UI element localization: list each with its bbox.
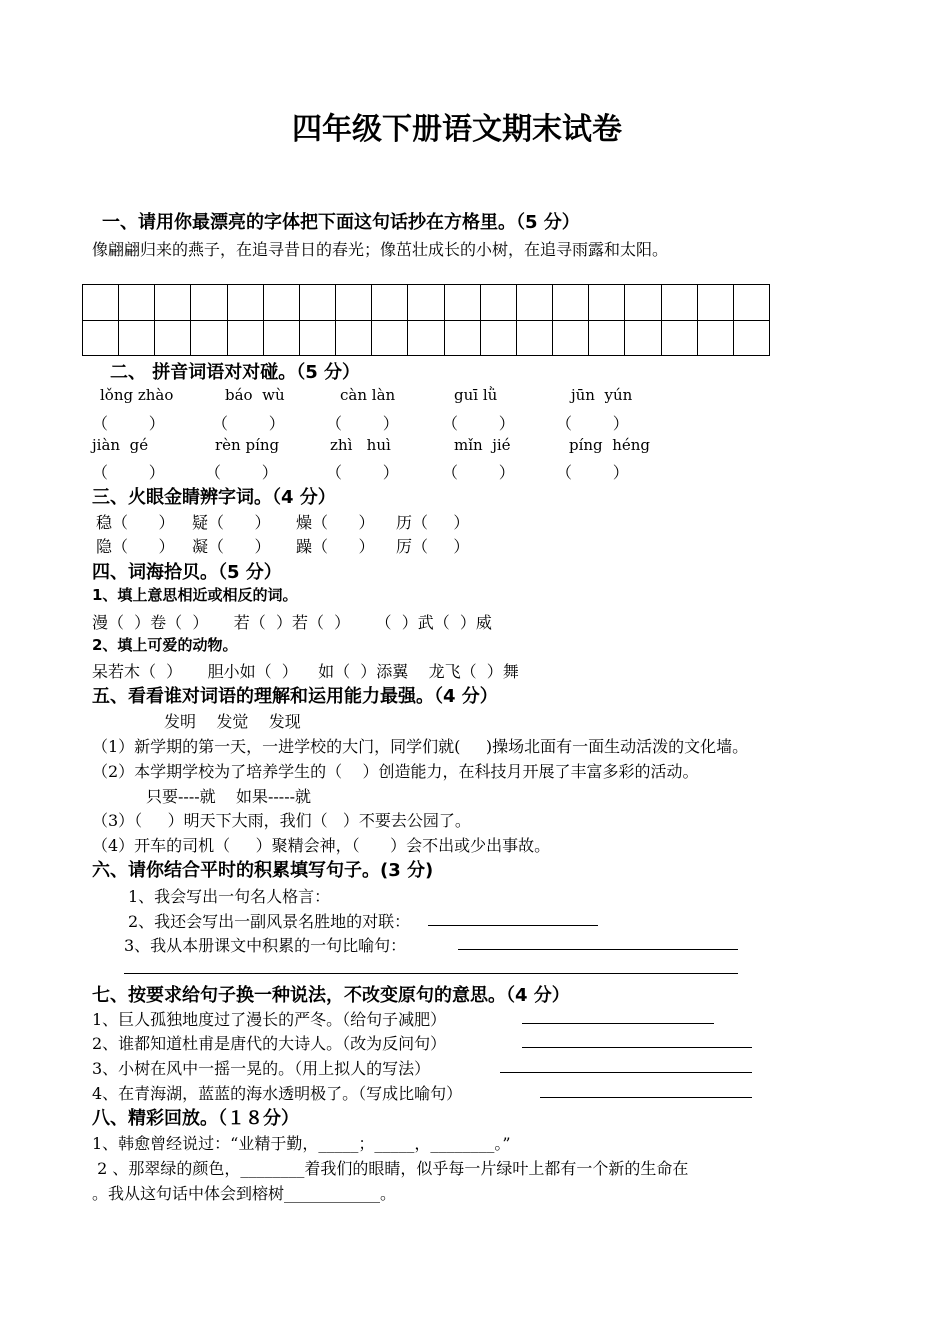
pinyin-word: lǒng zhào — [100, 386, 174, 404]
answer-blank[interactable]: （ ） — [326, 463, 399, 482]
grid-cell[interactable] — [372, 285, 408, 321]
section-5-heading: 五、看看谁对词语的理解和运用能力最强。（4 分） — [92, 686, 498, 707]
section-4-line1[interactable]: 漫（ ）卷（ ） 若（ ）若（ ） （ ）武（ ）威 — [92, 613, 492, 632]
grid-cell[interactable] — [589, 321, 625, 357]
section-4-heading: 四、词海拾贝。（5 分） — [92, 562, 282, 583]
char-item[interactable]: 历（ ） — [396, 513, 470, 532]
question[interactable]: （4）开车的司机（ ）聚精会神，（ ）会不出或少出事故。 — [92, 836, 551, 855]
question: 1、巨人孤独地度过了漫长的严冬。（给句子减肥） — [92, 1010, 447, 1029]
grid-cell[interactable] — [445, 321, 481, 357]
answer-blank[interactable]: （ ） — [556, 414, 629, 433]
question: 3、小树在风中一摇一晃的。（用上拟人的写法） — [92, 1059, 431, 1078]
answer-blank[interactable]: （ ） — [92, 414, 165, 433]
grid-cell[interactable] — [445, 285, 481, 321]
char-item[interactable]: 燥（ ） — [296, 513, 375, 532]
section-6-heading: 六、请你结合平时的积累填写句子。(3 分) — [92, 860, 434, 881]
answer-line[interactable] — [522, 1023, 714, 1024]
grid-cell[interactable] — [264, 285, 300, 321]
word-choices: 发明 发觉 发现 — [164, 712, 301, 731]
grid-cell[interactable] — [698, 285, 734, 321]
answer-blank[interactable]: （ ） — [212, 414, 285, 433]
grid-cell[interactable] — [408, 285, 444, 321]
section-1-sentence: 像翩翩归来的燕子，在追寻昔日的春光；像茁壮成长的小树，在追寻雨露和太阳。 — [92, 240, 669, 259]
grid-cell[interactable] — [155, 321, 191, 357]
grid-cell[interactable] — [155, 285, 191, 321]
grid-cell[interactable] — [336, 321, 372, 357]
answer-line[interactable] — [540, 1097, 752, 1098]
question[interactable]: 。我从这句话中体会到榕树____________。 — [92, 1184, 397, 1203]
pinyin-word: píng héng — [569, 436, 650, 454]
char-item[interactable]: 疑（ ） — [192, 513, 271, 532]
grid-cell[interactable] — [481, 285, 517, 321]
answer-line[interactable] — [458, 949, 738, 950]
answer-line[interactable] — [500, 1072, 752, 1073]
grid-cell[interactable] — [191, 321, 227, 357]
grid-cell[interactable] — [517, 321, 553, 357]
grid-cell[interactable] — [83, 285, 119, 321]
answer-line[interactable] — [124, 973, 738, 974]
char-item[interactable]: 凝（ ） — [192, 537, 271, 556]
section-4-line2[interactable]: 呆若木（ ） 胆小如（ ） 如（ ）添翼 龙飞（ ）舞 — [92, 662, 519, 681]
grid-cell[interactable] — [264, 321, 300, 357]
question[interactable]: （2）本学期学校为了培养学生的（ ）创造能力，在科技月开展了丰富多彩的活动。 — [92, 762, 699, 781]
grid-cell[interactable] — [662, 285, 698, 321]
grid-cell[interactable] — [300, 321, 336, 357]
section-8-heading: 八、精彩回放。（１８分） — [92, 1108, 299, 1129]
grid-cell[interactable] — [228, 285, 264, 321]
answer-blank[interactable]: （ ） — [442, 414, 515, 433]
grid-cell[interactable] — [372, 321, 408, 357]
question: 3、我从本册课文中积累的一句比喻句： — [124, 936, 407, 955]
grid-cell[interactable] — [481, 321, 517, 357]
writing-grid[interactable] — [82, 284, 770, 356]
grid-cell[interactable] — [553, 321, 589, 357]
grid-cell[interactable] — [662, 321, 698, 357]
grid-cell[interactable] — [625, 285, 661, 321]
grid-cell[interactable] — [336, 285, 372, 321]
grid-cell[interactable] — [83, 321, 119, 357]
answer-line[interactable] — [428, 925, 598, 926]
section-4-sub1: 1、填上意思相近或相反的词。 — [92, 586, 298, 604]
char-item[interactable]: 稳（ ） — [96, 513, 175, 532]
char-item[interactable]: 躁（ ） — [296, 537, 375, 556]
page-title: 四年级下册语文期末试卷 — [292, 112, 622, 147]
pinyin-word: jiàn gé — [92, 436, 149, 454]
pinyin-word: càn làn — [340, 386, 396, 404]
question[interactable]: 1、韩愈曾经说过：“业精于勤，_____；_____，________。” — [92, 1134, 511, 1153]
answer-blank[interactable]: （ ） — [442, 463, 515, 482]
pinyin-word: rèn píng — [215, 436, 280, 454]
section-2-heading: 二、 拼音词语对对碰。（5 分） — [110, 362, 361, 383]
question[interactable]: （3）（ ）明天下大雨，我们（ ）不要去公园了。 — [92, 811, 471, 830]
grid-cell[interactable] — [408, 321, 444, 357]
grid-cell[interactable] — [228, 321, 264, 357]
question[interactable]: 2 、那翠绿的颜色，________着我们的眼睛，似乎每一片绿叶上都有一个新的生命在 — [92, 1159, 689, 1178]
grid-cell[interactable] — [734, 285, 770, 321]
grid-cell[interactable] — [517, 285, 553, 321]
question: 2、我还会写出一副风景名胜地的对联： — [128, 912, 411, 931]
grid-cell[interactable] — [698, 321, 734, 357]
answer-blank[interactable]: （ ） — [326, 414, 399, 433]
pinyin-word: mǐn jié — [454, 436, 511, 454]
grid-cell[interactable] — [553, 285, 589, 321]
pinyin-word: báo wù — [225, 386, 285, 404]
answer-blank[interactable]: （ ） — [556, 463, 629, 482]
grid-cell[interactable] — [300, 285, 336, 321]
answer-blank[interactable]: （ ） — [205, 463, 278, 482]
grid-cell[interactable] — [589, 285, 625, 321]
pinyin-word: jūn yún — [571, 386, 633, 404]
grid-cell[interactable] — [625, 321, 661, 357]
question: 1、我会写出一句名人格言： — [128, 887, 331, 906]
section-4-sub2: 2、填上可爱的动物。 — [92, 636, 238, 654]
answer-line[interactable] — [522, 1047, 752, 1048]
question: 2、谁都知道杜甫是唐代的大诗人。（改为反问句） — [92, 1034, 447, 1053]
section-1-heading: 一、请用你最漂亮的字体把下面这句话抄在方格里。（5 分） — [102, 212, 580, 233]
grid-cell[interactable] — [734, 321, 770, 357]
pinyin-word: zhì huì — [330, 436, 391, 454]
word-choices: 只要----就 如果-----就 — [146, 787, 312, 806]
answer-blank[interactable]: （ ） — [92, 463, 165, 482]
pinyin-word: guī lǜ — [454, 386, 498, 404]
section-7-heading: 七、按要求给句子换一种说法，不改变原句的意思。（4 分） — [92, 985, 570, 1006]
char-item[interactable]: 厉（ ） — [396, 537, 470, 556]
grid-cell[interactable] — [119, 285, 155, 321]
question[interactable]: （1）新学期的第一天，一进学校的大门，同学们就( )操场北面有一面生动活泼的文化墙。 — [92, 737, 749, 756]
char-item[interactable]: 隐（ ） — [96, 537, 175, 556]
grid-cell[interactable] — [191, 285, 227, 321]
grid-cell[interactable] — [119, 321, 155, 357]
section-3-heading: 三、火眼金睛辨字词。（4 分） — [92, 487, 336, 508]
question: 4、在青海湖，蓝蓝的海水透明极了。（写成比喻句） — [92, 1084, 463, 1103]
